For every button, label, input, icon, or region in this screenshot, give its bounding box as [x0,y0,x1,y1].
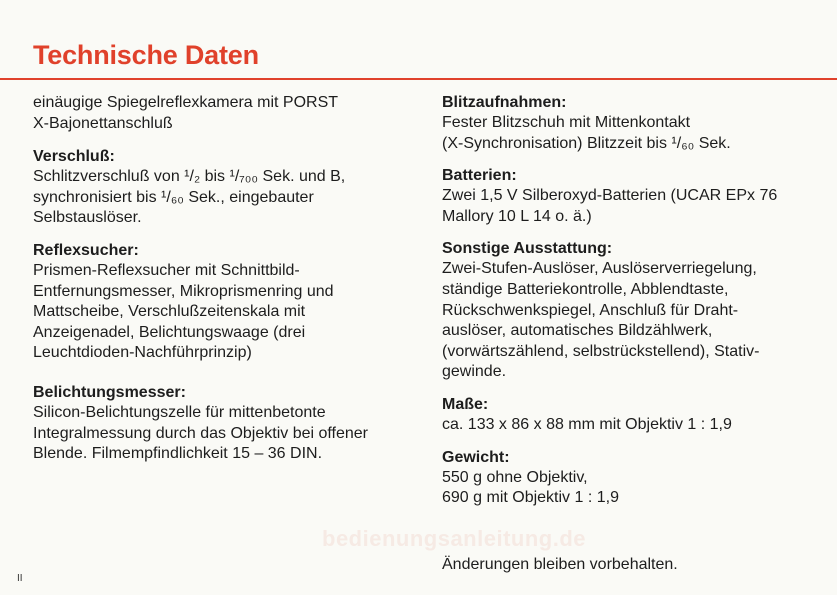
section-line: (X-Synchronisation) Blitzzeit bis ¹/₆₀ Sek. [442,134,731,152]
section-blitzaufnahmen [442,93,827,154]
section-line: Leuchtdioden-Nachführprinzip) [33,344,252,362]
section-line: Silicon-Belichtungszelle für mittenbetonte [33,403,326,421]
section-heading: Belichtungsmesser: [33,383,186,401]
section-line: Zwei-Stufen-Auslöser, Auslöserverriegelung, [442,260,757,278]
left-column [33,93,413,477]
section-verschluss [33,147,413,229]
section-line: 550 g ohne Objektiv, [442,468,588,486]
section-heading: Sonstige Ausstattung: [442,240,613,258]
section-sonstige-ausstattung [442,239,827,383]
section-masse [442,395,827,436]
section-line: Fester Blitzschuh mit Mittenkontakt [442,114,691,131]
section-line: gewinde. [442,363,507,381]
section-heading: Blitzaufnahmen: [442,94,567,111]
intro-line: einäugige Spiegelreflexkamera mit PORST [33,94,339,111]
section-line: synchronisiert bis ¹/₆₀ Sek., eingebauter [33,188,314,206]
section-line: Entfernungsmesser, Mikroprismenring und [33,282,334,300]
right-column [442,93,827,521]
section-line: Zwei 1,5 V Silberoxyd-Batterien (UCAR EPx 76 [442,187,778,205]
section-line: auslöser, automatisches Bildzählwerk, [442,322,713,340]
section-reflexsucher [33,241,413,364]
section-line: 690 g mit Objektiv 1 : 1,9 [442,489,619,507]
page-number: II [17,573,23,584]
section-line: Selbstauslöser. [33,209,142,227]
section-belichtungsmesser [33,383,413,465]
section-gewicht [442,448,827,509]
page-title: Technische Daten [33,40,259,70]
intro-line: X-Bajonettanschluß [33,114,173,132]
intro-paragraph [33,93,413,134]
section-line: Mallory 10 L 14 o. ä.) [442,207,592,225]
section-batterien [442,166,827,227]
section-line: (vorwärtszählend, selbstrückstellend), Stativ- [442,342,760,360]
footer-note: Änderungen bleiben vorbehalten. [442,556,678,573]
section-heading: Batterien: [442,167,517,185]
section-line: ständige Batteriekontrolle, Abblendtaste, [442,280,729,298]
section-line: Prismen-Reflexsucher mit Schnittbild- [33,261,300,279]
section-line: Rückschwenkspiegel, Anschluß für Draht- [442,301,739,319]
section-heading: Maße: [442,395,489,413]
section-line: Mattscheibe, Verschlußzeitenskala mit [33,303,306,321]
section-heading: Verschluß: [33,148,115,166]
section-heading: Reflexsucher: [33,241,139,259]
title-divider [0,78,837,80]
section-line: Anzeigenadel, Belichtungswaage (drei [33,323,306,341]
section-line: ca. 133 x 86 x 88 mm mit Objektiv 1 : 1,9 [442,415,732,433]
section-line: Schlitzverschluß von ¹/₂ bis ¹/₇₀₀ Sek. und B, [33,168,346,186]
section-heading: Gewicht: [442,448,510,466]
watermark: bedienungsanleitung.de [322,526,587,551]
section-line: Blende. Filmempfindlichkeit 15 – 36 DIN. [33,445,323,463]
section-line: Integralmessung durch das Objektiv bei offener [33,424,369,442]
